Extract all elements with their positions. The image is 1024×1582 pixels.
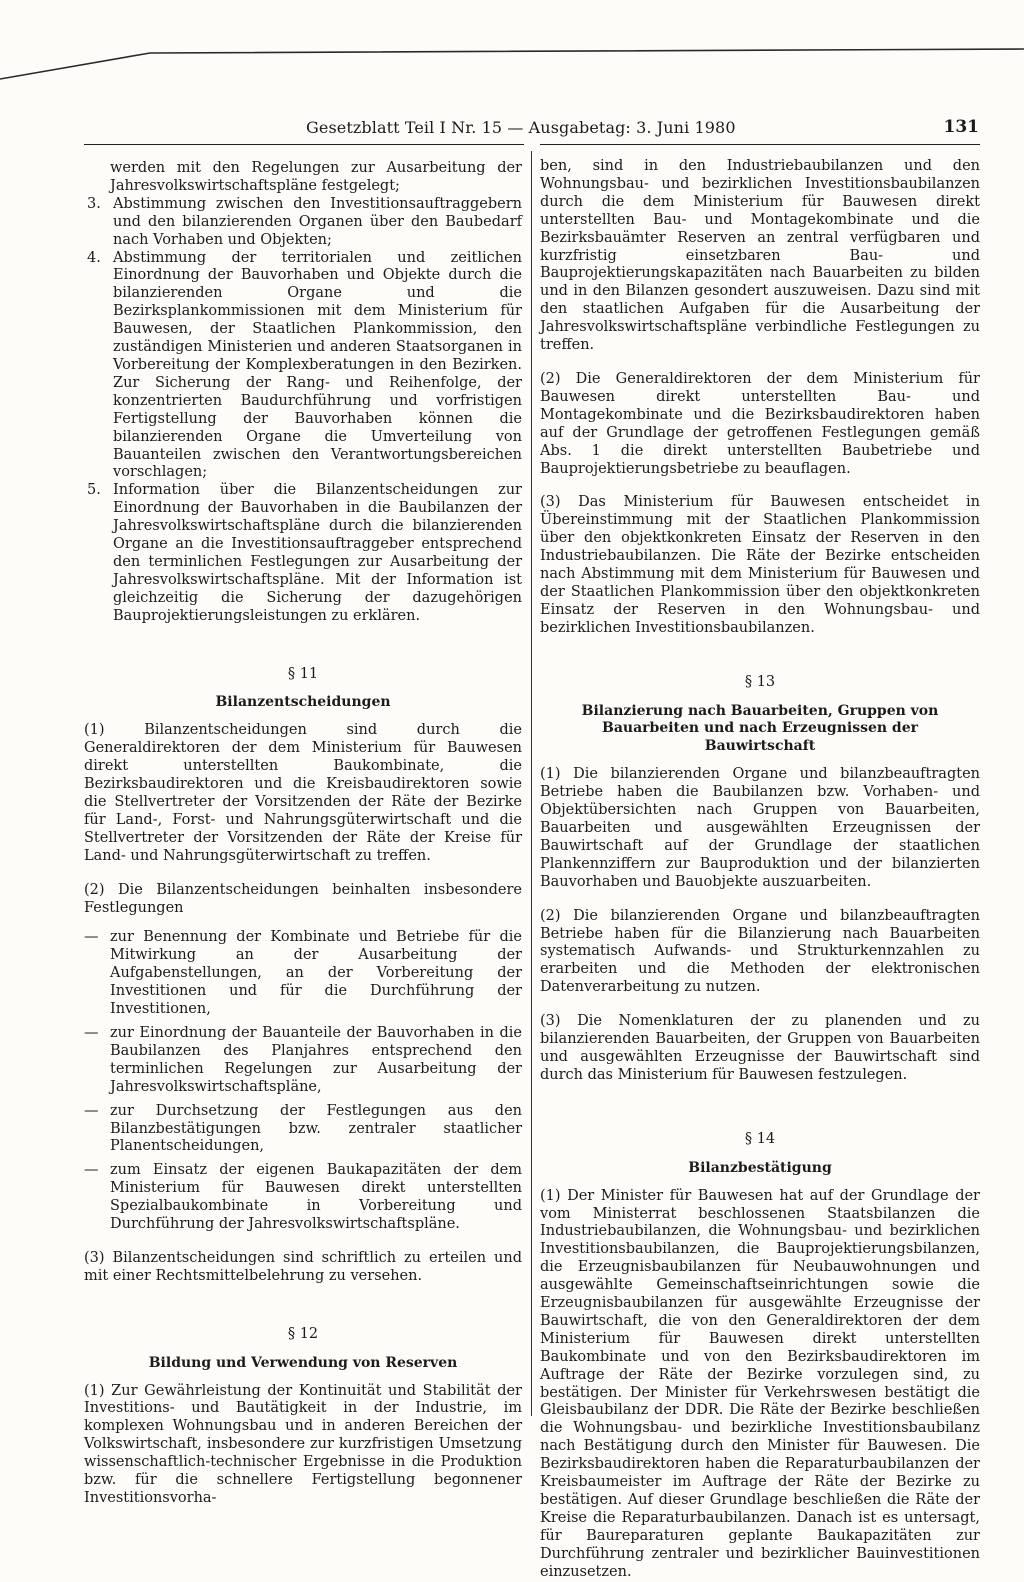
paragraph: (2) Die bilanzierenden Organe und bilanzbeauftragten Betriebe haben für die Bilanzierung nach Bauarbeiten systematisch Aufwands- und Strukturkennzahlen zu erarbeiten und die Methoden der elektronischen Datenverarbeitung zu nutzen. [540, 907, 980, 996]
header-rule-left [84, 144, 524, 145]
section-title-11: Bilanzentscheidungen [215, 694, 391, 711]
dash-marker: — [84, 1162, 99, 1179]
dash-text: zum Einsatz der eigenen Baukapazitäten der dem Ministerium für Bauwesen direkt unterstellten Spezialbaukombinate in Vorbereitung und Durchführung der Jahresvolkswirtschaftspläne. [110, 1162, 522, 1233]
list-item [84, 250, 522, 483]
intro-continuation: werden mit den Regelungen zur Ausarbeitung der Jahresvolkswirtschaftspläne festgelegt; [110, 160, 522, 194]
scan-edge-line [0, 45, 1024, 85]
item-number: 3. [87, 195, 101, 212]
list-item [84, 196, 522, 250]
section-number-12: § 12 [287, 1325, 319, 1342]
paragraph: (3) Die Nomenklaturen der zu planenden und zu bilanzierenden Bauarbeiten, der Gruppen von Bauarbeiten und ausgewählten Erzeugnisse der Bauwirtschaft sind durch das Ministerium für Bauwesen festzulegen. [540, 1013, 980, 1083]
item-number: 4. [87, 249, 101, 266]
item-text: Abstimmung der territorialen und zeitlichen Einordnung der Bauvorhaben und Objekte durch die bilanzierenden Organe und die Bezirksplankommissionen mit dem Ministerium für Bauwesen, der Staatlichen Plankommission, den zuständigen Ministerien und anderen Staatsorganen in Vorbereitung der Komplexberatungen in den Bezirken. Zur Sicherung der Rang- und Reihenfolge, der konzentrierten Baudurchführung und vorfristigen Fertigstellung der Bauvorhaben können die bilanzierenden Organe die Umverteilung von Bauanteilen zwischen den Verantwortungsbereichen vorschlagen; [113, 249, 522, 481]
dash-marker: — [84, 1102, 99, 1119]
dash-item [84, 1162, 522, 1234]
section-number-14: § 14 [744, 1130, 776, 1147]
column-divider [531, 151, 532, 1416]
section-number-11: § 11 [287, 665, 319, 682]
dash-item [84, 1025, 522, 1097]
list-item [84, 482, 522, 625]
section-title-13: Bilanzierung nach Bauarbeiten, Gruppen von Bauarbeiten und nach Erzeugnissen der Bauwirtschaft [581, 702, 939, 755]
dash-marker: — [84, 929, 99, 946]
gazette-title: Gesetzblatt Teil I Nr. 15 — Ausgabetag: 3. Juni 1980 [306, 118, 736, 137]
paragraph: (1) Der Minister für Bauwesen hat auf der Grundlage der vom Ministerrat beschlossenen Staatsbilanzen die Industriebaubilanzen, die Wohnungsbau- und bezirklichen Investitionsbaubilanzen, die Bauprojektierungsbilanzen, die Erzeugnisbaubilanzen für Neubauwohnungen und ausgewählte Gemeinschaftseinrichtungen sowie die Erzeugnisbaubilanzen für ausgewählte Erzeugnisse der Bauwirtschaft, die von den Generaldirektoren der dem Ministerium für Bauwesen direkt unterstellten Baukombinate und von den Bezirksbaudirektoren im Auftrage der Räte der Bezirke vorzulegen sind, zu bestätigen. Der Minister für Verkehrswesen bestätigt die Gleisbaubilanz der DDR. Die Räte der Bezirke beschließen die Wohnungsbau- und bezirkliche Investitionsbaubilanz nach Bestätigung durch den Minister für Bauwesen. Die Bezirksbaudirektoren haben die Reparaturbaubilanzen der Kreisbaumeister im Auftrage der Räte der Bezirke zu bestätigen. Auf dieser Grundlage beschließen die Räte der Kreise die Reparaturbaubilanzen. Danach ist es untersagt, für Baureparaturen geplante Baukapazitäten zur Durchführung zentraler und bezirklicher Bauinvestitionen einzusetzen. [540, 1187, 980, 1580]
dash-item [84, 1103, 522, 1157]
dash-text: zur Durchsetzung der Festlegungen aus den Bilanzbestätigungen bzw. zentraler staatlicher Planentscheidungen, [110, 1102, 522, 1155]
paragraph: (3) Bilanzentscheidungen sind schriftlich zu erteilen und mit einer Rechtsmittelbelehrung zu versehen. [84, 1249, 522, 1284]
dash-text: zur Einordnung der Bauanteile der Bauvorhaben in die Baubilanzen des Planjahres entsprechend den terminlichen Regelungen zur Ausarbeitung der Jahresvolkswirtschaftspläne, [110, 1024, 522, 1095]
paragraph: (1) Zur Gewährleistung der Kontinuität und Stabilität der Investitions- und Bautätigkeit in der Industrie, im komplexen Wohnungsbau und in anderen Bereichen der Volkswirtschaft, insbesondere zur kurzfristigen Umsetzung wissenschaftlich-technischer Ergebnisse in die Produktion bzw. für die schnellere Fertigstellung begonnener Investitionsvorha- [84, 1382, 522, 1506]
page-header [306, 118, 981, 142]
header-rule-right [540, 144, 980, 145]
dash-text: zur Benennung der Kombinate und Betriebe für die Mitwirkung an der Ausarbeitung der Aufgabenstellungen, an der Vorbereitung der Investitionen und für die Durchführung der Investitionen, [110, 929, 522, 1018]
right-column [540, 158, 980, 1582]
section-title-12: Bildung und Verwendung von Reserven [148, 1354, 458, 1371]
paragraph-continuation: ben, sind in den Industriebaubilanzen und den Wohnungsbau- und bezirklichen Investitionsbaubilanzen durch die dem Ministerium für Bauwesen direkt unterstellten Bau- und Montagekombinate und die Bezirksbauämter Reserven an zentral verfügbaren und kurzfristig einsetzbaren Bau- und Bauprojektierungskapazitäten nach Bauarbeiten zu bilden und in den Bilanzen gesondert auszuweisen. Dazu sind mit den staatlichen Aufgaben für die Ausarbeitung der Jahresvolkswirtschaftspläne verbindliche Festlegungen zu treffen. [540, 158, 980, 354]
paragraph: (2) Die Generaldirektoren der dem Ministerium für Bauwesen direkt unterstellten Bau- und Montagekombinate und die Bezirksbaudirektoren haben auf der Grundlage der getroffenen Festlegungen gemäß Abs. 1 die direkt unterstellten Baubetriebe und Bauprojektierungsbetriebe zu beauflagen. [540, 370, 980, 477]
left-column [84, 160, 522, 1508]
section-number-13: § 13 [744, 673, 776, 690]
item-number: 5. [87, 482, 101, 499]
dash-item [84, 929, 522, 1019]
dash-marker: — [84, 1024, 99, 1041]
paragraph: (2) Die Bilanzentscheidungen beinhalten insbesondere Festlegungen [84, 881, 522, 916]
paragraph: (1) Die bilanzierenden Organe und bilanzbeauftragten Betriebe haben die Baubilanzen bzw. Vorhaben- und Objektübersichten nach Gruppen von Bauarbeiten, Bauarbeiten und ausgewählten Erzeugnissen der Bauwirtschaft auf der Grundlage der staatlichen Plankennziffern zur Bauproduktion und der bilanzierten Bauvorhaben und Bauobjekte auszuarbeiten. [540, 766, 980, 890]
page-number: 131 [943, 117, 979, 137]
item-text: Abstimmung zwischen den Investitionsauftraggebern und den bilanzierenden Organen über den Baubedarf nach Vorhaben und Objekten; [113, 195, 522, 248]
item-text: Information über die Bilanzentscheidungen zur Einordnung der Bauvorhaben in die Baubilanzen der Jahresvolkswirtschaftspläne durch die bilanzierenden Organe an die Investitionsauftraggeber entsprechend den terminlichen Festlegungen zur Ausarbeitung der Jahresvolkswirtschaftspläne. Mit der Information ist gleichzeitig die Sicherung der dazugehörigen Bauprojektierungsleistungen zu erklären. [113, 482, 522, 624]
paragraph: (1) Bilanzentscheidungen sind durch die Generaldirektoren der dem Ministerium für Bauwesen direkt unterstellten Baukombinate, die Bezirksbaudirektoren und die Kreisbaudirektoren sowie die Stellvertreter der Vorsitzenden der Räte der Bezirke für Land-, Forst- und Nahrungsgüterwirtschaft und die Stellvertreter der Vorsitzenden der Räte der Kreise für Land- und Nahrungsgüterwirtschaft zu treffen. [84, 722, 522, 864]
section-title-14: Bilanzbestätigung [688, 1159, 832, 1176]
paragraph: (3) Das Ministerium für Bauwesen entscheidet in Übereinstimmung mit der Staatlichen Plankommission über den objektkonkreten Einsatz der Reserven in den Industriebaubilanzen. Die Räte der Bezirke entscheiden nach Abstimmung mit dem Ministerium für Bauwesen und der Staatlichen Plankommission über den objektkonkreten Einsatz der Reserven in den Wohnungsbau- und bezirklichen Investitionsbaubilanzen. [540, 494, 980, 636]
